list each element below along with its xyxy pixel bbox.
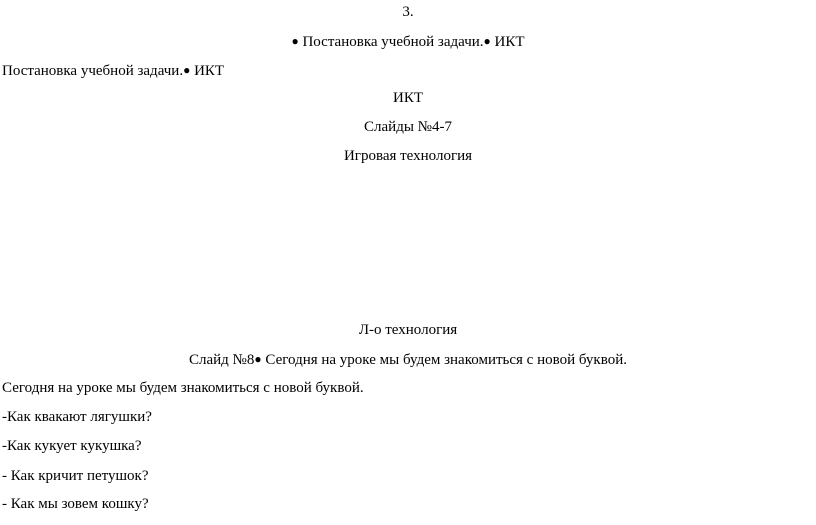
- question-cat: - Как мы зовем кошку?: [2, 496, 149, 512]
- ikt-line: ИКТ: [393, 90, 423, 106]
- task-statement-bulleted-line: [0, 31, 816, 52]
- section-number: 3.: [402, 4, 414, 20]
- line-text: Слайд №8: [189, 352, 255, 368]
- game-technology-line: Игровая технология: [343, 148, 473, 164]
- line-text: ИКТ: [194, 63, 225, 79]
- line-text: Постановка учебной задачи.: [302, 34, 484, 50]
- today-line: Сегодня на уроке мы будем знакомиться с новой буквой.: [2, 380, 364, 396]
- slide-8-line: [0, 349, 816, 370]
- bullet-icon: ●: [483, 34, 491, 48]
- line-text: ИКТ: [494, 34, 525, 50]
- bullet-icon: ●: [291, 34, 299, 48]
- question-frogs: -Как квакают лягушки?: [2, 409, 152, 425]
- question-cuckoo: -Как кукует кукушка?: [2, 438, 142, 454]
- task-statement-line: [2, 60, 224, 81]
- lo-technology-line: Л-о технология: [358, 322, 458, 338]
- line-text: Сегодня на уроке мы будем знакомиться с новой буквой.: [265, 352, 627, 368]
- slides-line: Слайды №4-7: [364, 119, 452, 135]
- bullet-icon: ●: [254, 352, 262, 366]
- bullet-icon: ●: [183, 63, 191, 77]
- line-text: Постановка учебной задачи.: [2, 63, 184, 79]
- question-rooster: - Как кричит петушок?: [2, 468, 149, 484]
